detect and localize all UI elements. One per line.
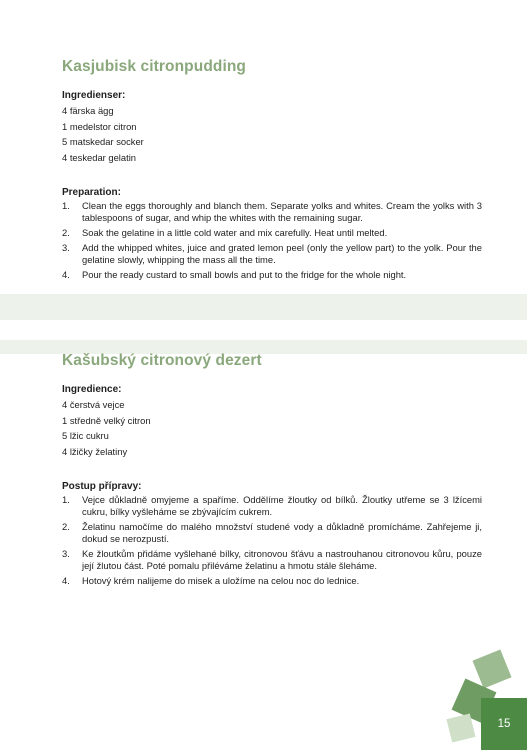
step-text: Clean the eggs thoroughly and blanch them. Separate yolks and whites. Cream the yolks with 3 tablespoons of sugar, and whip the whites with the remaining sugar. bbox=[82, 200, 482, 223]
step-item bbox=[62, 521, 482, 545]
ingredient-item: 4 teskedar gelatin bbox=[62, 151, 137, 163]
recipe-title: Kasjubisk citronpudding bbox=[62, 58, 247, 75]
recipe-czech bbox=[62, 352, 482, 590]
step-item bbox=[62, 227, 482, 239]
step-item bbox=[62, 575, 482, 587]
ingredient-item: 1 středně velký citron bbox=[62, 414, 151, 426]
preparation-label: Postup přípravy: bbox=[62, 481, 142, 492]
step-number: 2. bbox=[62, 227, 70, 238]
step-text: Vejce důkladně omyjeme a spaříme. Oddělíme žloutky od bílků. Žloutky utřeme se 3 lžícemi cukru, bílky vyšleháme se zbývajícím cukrem. bbox=[82, 494, 482, 517]
step-text: Ke žloutkům přidáme vyšlehané bílky, citronovou šťávu a nastrouhanou citronovou kůru, pouze její žlutou část. Poté pomalu přiléváme želatinu a hmotu stále šleháme. bbox=[82, 548, 482, 571]
ingredients-list bbox=[62, 397, 482, 459]
step-text: Add the whipped whites, juice and grated lemon peel (only the yellow part) to the yolk. Pour the gelatine slowly, whipping the mass all the time. bbox=[82, 242, 482, 265]
step-item bbox=[62, 494, 482, 518]
step-item bbox=[62, 548, 482, 572]
recipe-swedish bbox=[62, 58, 482, 284]
recipe-title: Kašubský citronový dezert bbox=[62, 352, 262, 369]
ingredient-item: 5 matskedar socker bbox=[62, 136, 144, 147]
step-text: Pour the ready custard to small bowls and put to the fridge for the whole night. bbox=[82, 269, 407, 280]
step-number: 3. bbox=[62, 548, 70, 559]
step-item bbox=[62, 269, 482, 281]
page-number: 15 bbox=[481, 698, 527, 750]
step-number: 4. bbox=[62, 575, 70, 586]
step-number: 4. bbox=[62, 269, 70, 280]
step-text: Želatinu namočíme do malého množství studené vody a důkladně promícháme. Zahřejeme ji, dokud se nerozpustí. bbox=[82, 521, 482, 544]
ingredients-list bbox=[62, 103, 482, 165]
step-number: 1. bbox=[62, 494, 70, 505]
step-item bbox=[62, 200, 482, 224]
ingredient-item: 4 čerstvá vejce bbox=[62, 399, 125, 410]
deco-square bbox=[472, 649, 511, 688]
step-item bbox=[62, 242, 482, 266]
preparation-label: Preparation: bbox=[62, 187, 121, 198]
step-number: 2. bbox=[62, 521, 70, 532]
ingredient-item: 1 medelstor citron bbox=[62, 120, 137, 132]
step-text: Soak the gelatine in a little cold water and mix carefully. Heat until melted. bbox=[82, 227, 388, 238]
ingredient-item: 5 lžic cukru bbox=[62, 430, 109, 441]
step-number: 3. bbox=[62, 242, 70, 253]
step-text: Hotový krém nalijeme do misek a uložíme na celou noc do lednice. bbox=[82, 575, 360, 586]
ingredient-item: 4 färska ägg bbox=[62, 105, 114, 116]
preparation-section bbox=[62, 481, 482, 587]
ingredients-label: Ingredience: bbox=[62, 384, 122, 395]
step-number: 1. bbox=[62, 200, 70, 211]
preparation-section bbox=[62, 187, 482, 281]
divider-band-top bbox=[0, 294, 527, 320]
ingredients-label: Ingredienser: bbox=[62, 90, 126, 101]
ingredient-item: 4 lžičky želatiny bbox=[62, 445, 128, 457]
